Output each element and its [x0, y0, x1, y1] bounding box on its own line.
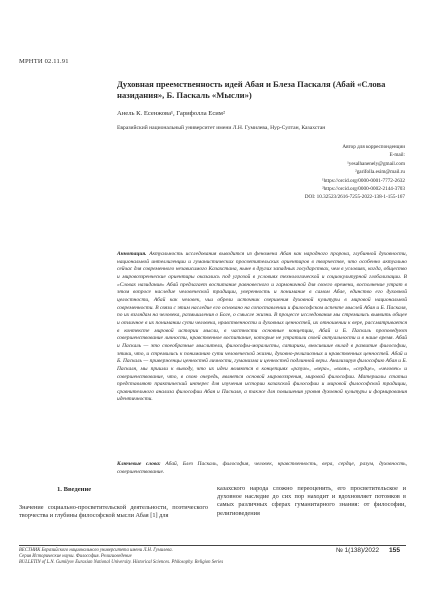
abstract	[117, 251, 407, 404]
footer-divider	[19, 545, 406, 546]
email-2: ²garifolla.esim@mail.ru	[355, 169, 405, 176]
keywords-text: Абай, Блез Паскаль, философия, человек, нравственность, вера, сердце, разум, духовность, совершенствование.	[117, 461, 407, 475]
mrnti-code: МРНТИ 02.11.91	[19, 58, 69, 65]
body-right-column: казахского народа сложно переоценить, его просветительское и духовное наследие до сих пор находит и вдохновляет потомков в самых различных сферах гуманитарного знания: от философии, религиоведения	[217, 485, 406, 517]
abstract-label: Аннотация.	[117, 251, 147, 257]
abstract-text: Актуальность исследования выводится из феномена Абая как народного пророка, глубинной духовности, национальной интеллигенции и гуманистических просветительских ориентиров в творчестве, что особенно актуально сейчас для современного независимого Казахстана, ныне в других западных государствах, чем в условиях, когда, общество и мировоззренческие ориентиры оказались под угрозой в условиях технологической и социокультурной глобализации. В «Словах назидания» Абай предлагает воспитание равновесного и гармоничной для своего времени, восполнение утрат в этом вопросе наследие человеческой традиции, уверенность и понимание в самом Абае, единство его духовной целостности, Абай как человек, чьи обрели источник свершения духовной культуры в мировой национальной современности. В связи с этим наследие его основано на сопоставлении и философском аспекте мыслей Абая и Б. Паскаля, по их взглядам на человека, размышления о Боге, о смысле жизни. В процессе исследования мы стремились выявить общее и отличное в их понимании сути человека, нравственности и духовных ценностей, их отношении к вере, рассматривается в контексте мировой истории мысли, в частности основные концепции, Абай и Б. Паскаль проповедуют совершенствование личности, нравственное воспитание, которые не утратили своей актуальности и в наше время. Абай и Паскаль — это своеобразные мыслители, философы-моралисты, сатирики, вносившие вклад в развитие философии, этики, что, и стремились к пониманию сути человеческой жизни, духовно-религиозных и нравственных ценностей. Абай и Б. Паскаль — приверженцы ценностей личности, гуманизма и ценностей подлинной веры. Анализируя философию Абая и Б. Паскаля, мы пришли к выводу, что их идеи являются в концепциях «разум», «вера», «воля», «сердце», «человек» и совершенствование, что, в свою очередь, является основой мировоззрения, мировой философии. Материалы статьи представляют практический интерес для изучения истории казахской философии и мировой философской традиции, сравнительного анализа философии Абая и Паскаля, а также для повышения уровня духовной культуры и формирования идентичности.	[117, 251, 407, 403]
body-left-column: Значение социально-просветительской деятельности, поэтического творчества и глубины философской мысли Абая [1] для	[19, 504, 208, 520]
correspondence-label: Автор для корреспонденции	[342, 144, 405, 150]
affiliation: Евразийский национальный университет имени Л.Н. Гумилева, Нур-Султан, Казахстан	[117, 125, 326, 131]
keywords	[117, 461, 407, 476]
journal-en: BULLETIN of L.N. Gumilyov Eurasian National University. Historical Sciences. Philosophy. Religion Series	[19, 560, 224, 566]
page-number: 155	[389, 547, 401, 554]
section-heading: 1. Введение	[57, 486, 92, 493]
journal-ru: ВЕСТНИК Евразийского национального университета имени Л.Н. Гумилева.	[19, 548, 173, 553]
doi: DOI: 10.32523/2616-7255-2022-138-1-155-167	[304, 194, 405, 201]
series-ru: Серия Исторические науки. Философия. Религиоведение	[19, 554, 132, 560]
article-title: Духовная преемственность идей Абая и Блеза Паскаля (Абай «Слова назидания», Б. Паскаль «Мысли»)	[117, 79, 386, 100]
authors: Анель К. Есенжова¹, Гарифолла Есим²	[117, 110, 225, 117]
orcid-1: ¹https://orcid.org/0000-0001-7772-2632	[322, 177, 405, 184]
issue-number: № 1(138)/2022	[336, 547, 380, 554]
keywords-label: Ключевые слова:	[117, 461, 161, 467]
correspondence-block	[305, 143, 405, 202]
email-label: E-mail:	[389, 152, 405, 159]
orcid-2: ²https://orcid.org/0000-0002-2144-3703	[322, 186, 405, 193]
footer-journal	[19, 548, 319, 567]
email-1: ¹yesalhanenely@gmail.com	[347, 160, 405, 167]
